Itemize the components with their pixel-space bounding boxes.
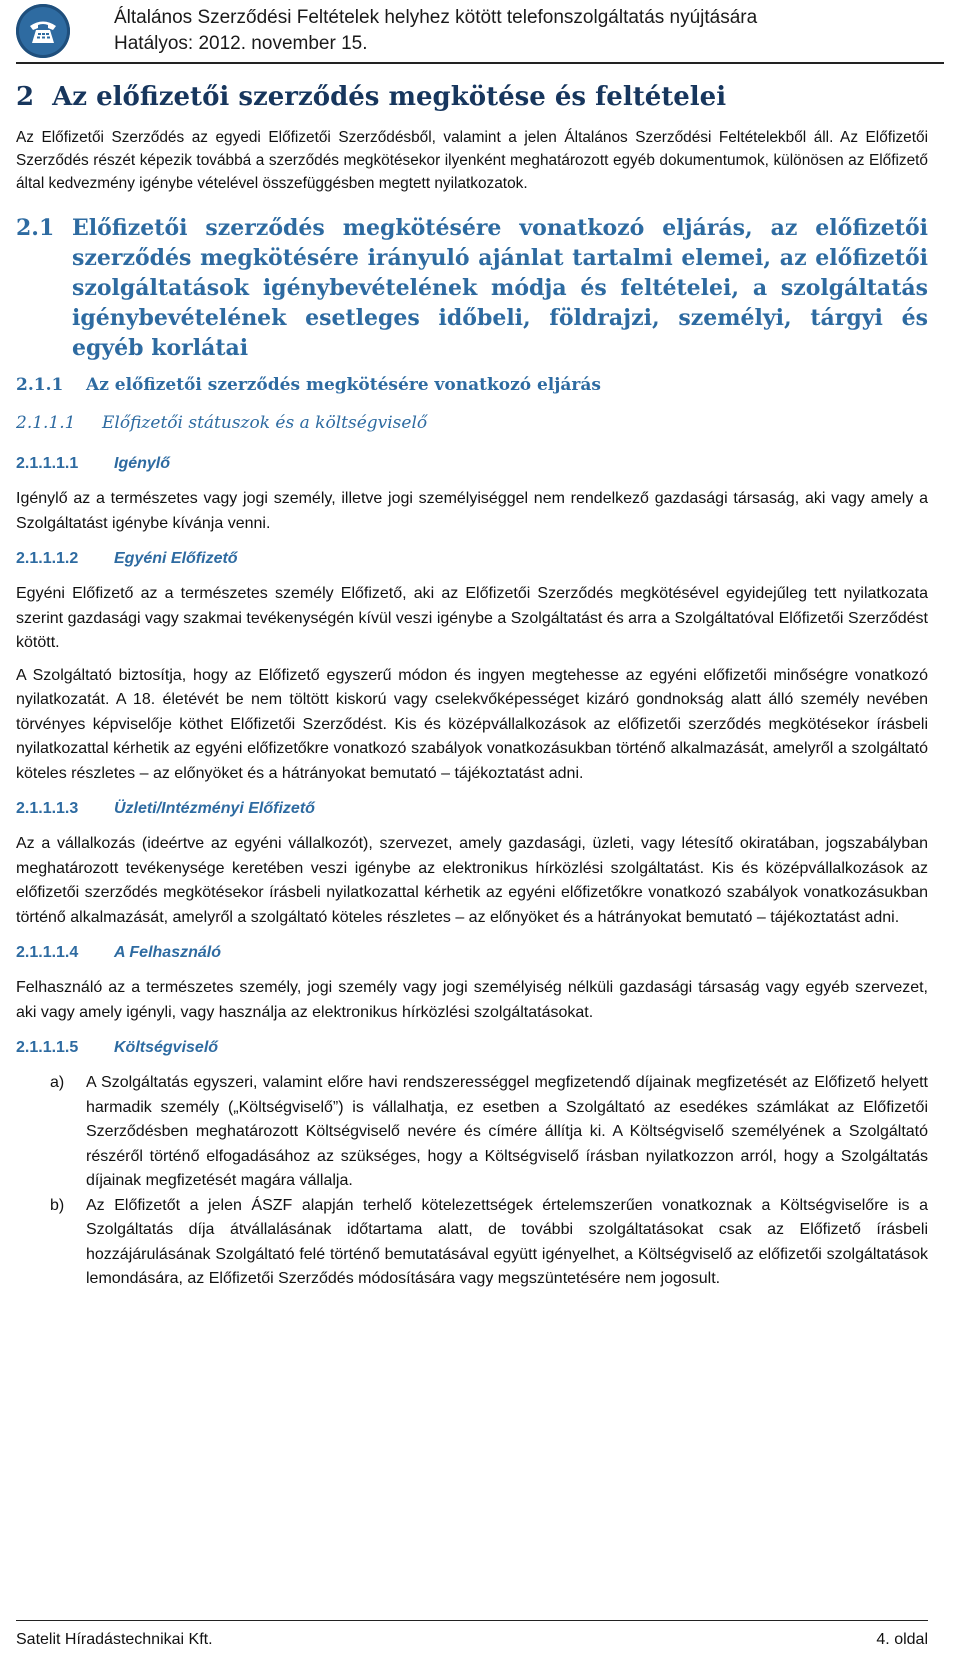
- section-2-1-1-heading: [16, 375, 928, 395]
- section-2-1-heading: [16, 213, 928, 363]
- section-number: 2.1.1.1.5: [16, 1039, 79, 1056]
- section-title: Előfizetői státuszok és a költségviselő: [102, 413, 428, 433]
- felhasznalo-text: Felhasználó az a természetes személy, jogi személy vagy jogi személyiség nélküli gazdasági társaság vagy egyéb szervezet, aki vagy amely igényli, vagy használja az elektronikus hírközlési szolgáltatásokat.: [16, 979, 928, 1021]
- uzleti-elofizeto-text: Az a vállalkozás (ideértve az egyéni vállalkozót), szervezet, amely gazdasági, üzleti, vagy létesítő okiratában, jogszabályban meghatározott tevékenysége keretében veszi igénybe az elektronikus hírközlési szolgáltatást. Kis és középvállalkozások az előfizetői szerződés megkötésekor írásbeli nyilatkozattal kérhetik az egyéni előfizetőkre vonatkozó szabályok vonatkozásukban történő alkalmazását, amelyről a szolgáltató köteles részletes – az előnyöket és a hátrányokat bemutató – tájékoztatást adni.: [16, 835, 928, 926]
- page-footer: [16, 1620, 928, 1648]
- header-divider: [16, 62, 944, 64]
- section-2-heading: [16, 82, 928, 112]
- section-number: 2.1.1.1.4: [16, 944, 79, 961]
- egyeni-elofizeto-text-1: Egyéni Előfizető az a természetes személy Előfizető, aki az Előfizetői Szerződés megkötésével egyidejűleg tett nyilatkozata szerint gazdasági vagy szakmai tevékenységén kívül veszi igénybe a Szolgáltatást és arra a Szolgáltatóval Előfizetői Szerződést kötött.: [16, 585, 928, 651]
- section-number: 2.1.1.1.2: [16, 550, 79, 567]
- section-title: Az előfizetői szerződés megkötésére vonatkozó eljárás: [86, 375, 601, 395]
- list-marker: b): [50, 1196, 65, 1214]
- list-marker: a): [50, 1074, 65, 1091]
- list-item-text: Az Előfizetőt a jelen ÁSZF alapján terhelő kötelezettségek értelemszerűen vonatkoznak a Költségviselőre is a Szolgáltatás díja átvállalásának időtartama alatt, de további szolgáltatásokat csak az Előfizető írásbeli hozzájárulásának Szolgáltató felé történő bemutatásával együtt igényelhet, a Költségviselő az előfizetői szolgáltatások lemondására, az Előfizetői Szerződés módosítására vagy megszüntetésére nem jogosult.: [86, 1196, 928, 1287]
- koltsegviselo-list: [16, 1071, 928, 1292]
- document-body: [16, 82, 928, 1306]
- section-number: 2.1: [16, 215, 55, 241]
- telephone-logo-icon: [16, 4, 70, 58]
- egyeni-elofizeto-text-2: A Szolgáltató biztosítja, hogy az Előfizető egyszerű módon és ingyen megtehesse az egyéni előfizetői minőségre vonatkozó nyilatkozatát. A 18. életévét be nem töltött kiskorú vagy cselekvőképességet kizáró gondnokság alatt álló személy nevében törvényes képviselője köthet Előfizetői Szerződést. Kis és középvállalkozások az előfizetői szerződés megkötésekor írásbeli nyilatkozattal kérhetik az egyéni előfizetőkre vonatkozó szabályok vonatkozásukban történő alkalmazását, amelyről a szolgáltató köteles részletes – az előnyöket és a hátrányokat bemutató – tájékoztatást adni.: [16, 666, 928, 782]
- footer-company: Satelit Híradástechnikai Kft.: [16, 1631, 213, 1648]
- uzleti-elofizeto-heading: [16, 800, 928, 818]
- header-effective-date: Hatályos: 2012. november 15.: [114, 33, 368, 54]
- section-title: Igénylő: [114, 455, 171, 472]
- section-title: Az előfizetői szerződés megkötése és feltételei: [52, 82, 727, 112]
- section-title: Üzleti/Intézményi Előfizető: [114, 800, 315, 817]
- section-title: Előfizetői szerződés megkötésére vonatkozó eljárás, az előfizetői szerződés megkötésére irányuló ajánlat tartalmi elemei, az előfizetői szolgáltatások igénybevételének módja és feltételei, a szolgáltatás igénybevételének esetleges időbeli, földrajzi, személyi, tárgyi és egyéb korlátai: [72, 215, 928, 361]
- section-number: 2.1.1.1.1: [16, 455, 79, 472]
- koltsegviselo-heading: [16, 1039, 928, 1057]
- igenylo-heading: [16, 455, 928, 473]
- felhasznalo-heading: [16, 944, 928, 962]
- igenylo-text: Igénylő az a természetes vagy jogi személy, illetve jogi személyiséggel nem rendelkező gazdasági társaság, aki vagy amely a Szolgáltatást igénybe kívánja venni.: [16, 490, 928, 532]
- page-header: [16, 0, 944, 64]
- list-item: [16, 1071, 928, 1194]
- section-number: 2: [16, 82, 35, 112]
- section-title: A Felhasználó: [114, 944, 221, 961]
- section-2-1-1-1-heading: [16, 413, 928, 433]
- egyeni-elofizeto-heading: [16, 550, 928, 568]
- list-item: [16, 1194, 928, 1292]
- section-number: 2.1.1: [16, 375, 64, 395]
- list-item-text: A Szolgáltatás egyszeri, valamint előre havi rendszerességgel megfizetendő díjainak megfizetését az Előfizető helyett harmadik személy („Költségviselő”) is vállalhatja, ez esetben a Szolgáltató az esedékes számlákat az Előfizetői Szerződésben meghatározott Költségviselő nevére és címére állítja ki. A Költségviselő személyének a Szolgáltató részéről történő elfogadásához az szükséges, hogy a Költségviselő írásban nyilatkozzon arról, hogy a Szolgáltatás díjainak megfizetését magára vállalja.: [86, 1074, 928, 1189]
- section-2-intro: Az Előfizetői Szerződés az egyedi Előfizetői Szerződésből, valamint a jelen Általános Szerződési Feltételekből áll. Az Előfizetői Szerződés részét képezik továbbá a szerződés megkötésekor ilyenként meghatározott egyéb dokumentumok, különösen az Előfizető által kedvezmény igénybe vételével összefüggésben megtett nyilatkozatok.: [16, 129, 928, 192]
- header-title: Általános Szerződési Feltételek helyhez kötött telefonszolgáltatás nyújtására: [114, 7, 758, 28]
- section-number: 2.1.1.1: [16, 413, 76, 433]
- section-number: 2.1.1.1.3: [16, 800, 79, 817]
- footer-page-number: 4. oldal: [876, 1631, 928, 1648]
- section-title: Egyéni Előfizető: [114, 550, 238, 567]
- section-title: Költségviselő: [114, 1039, 219, 1056]
